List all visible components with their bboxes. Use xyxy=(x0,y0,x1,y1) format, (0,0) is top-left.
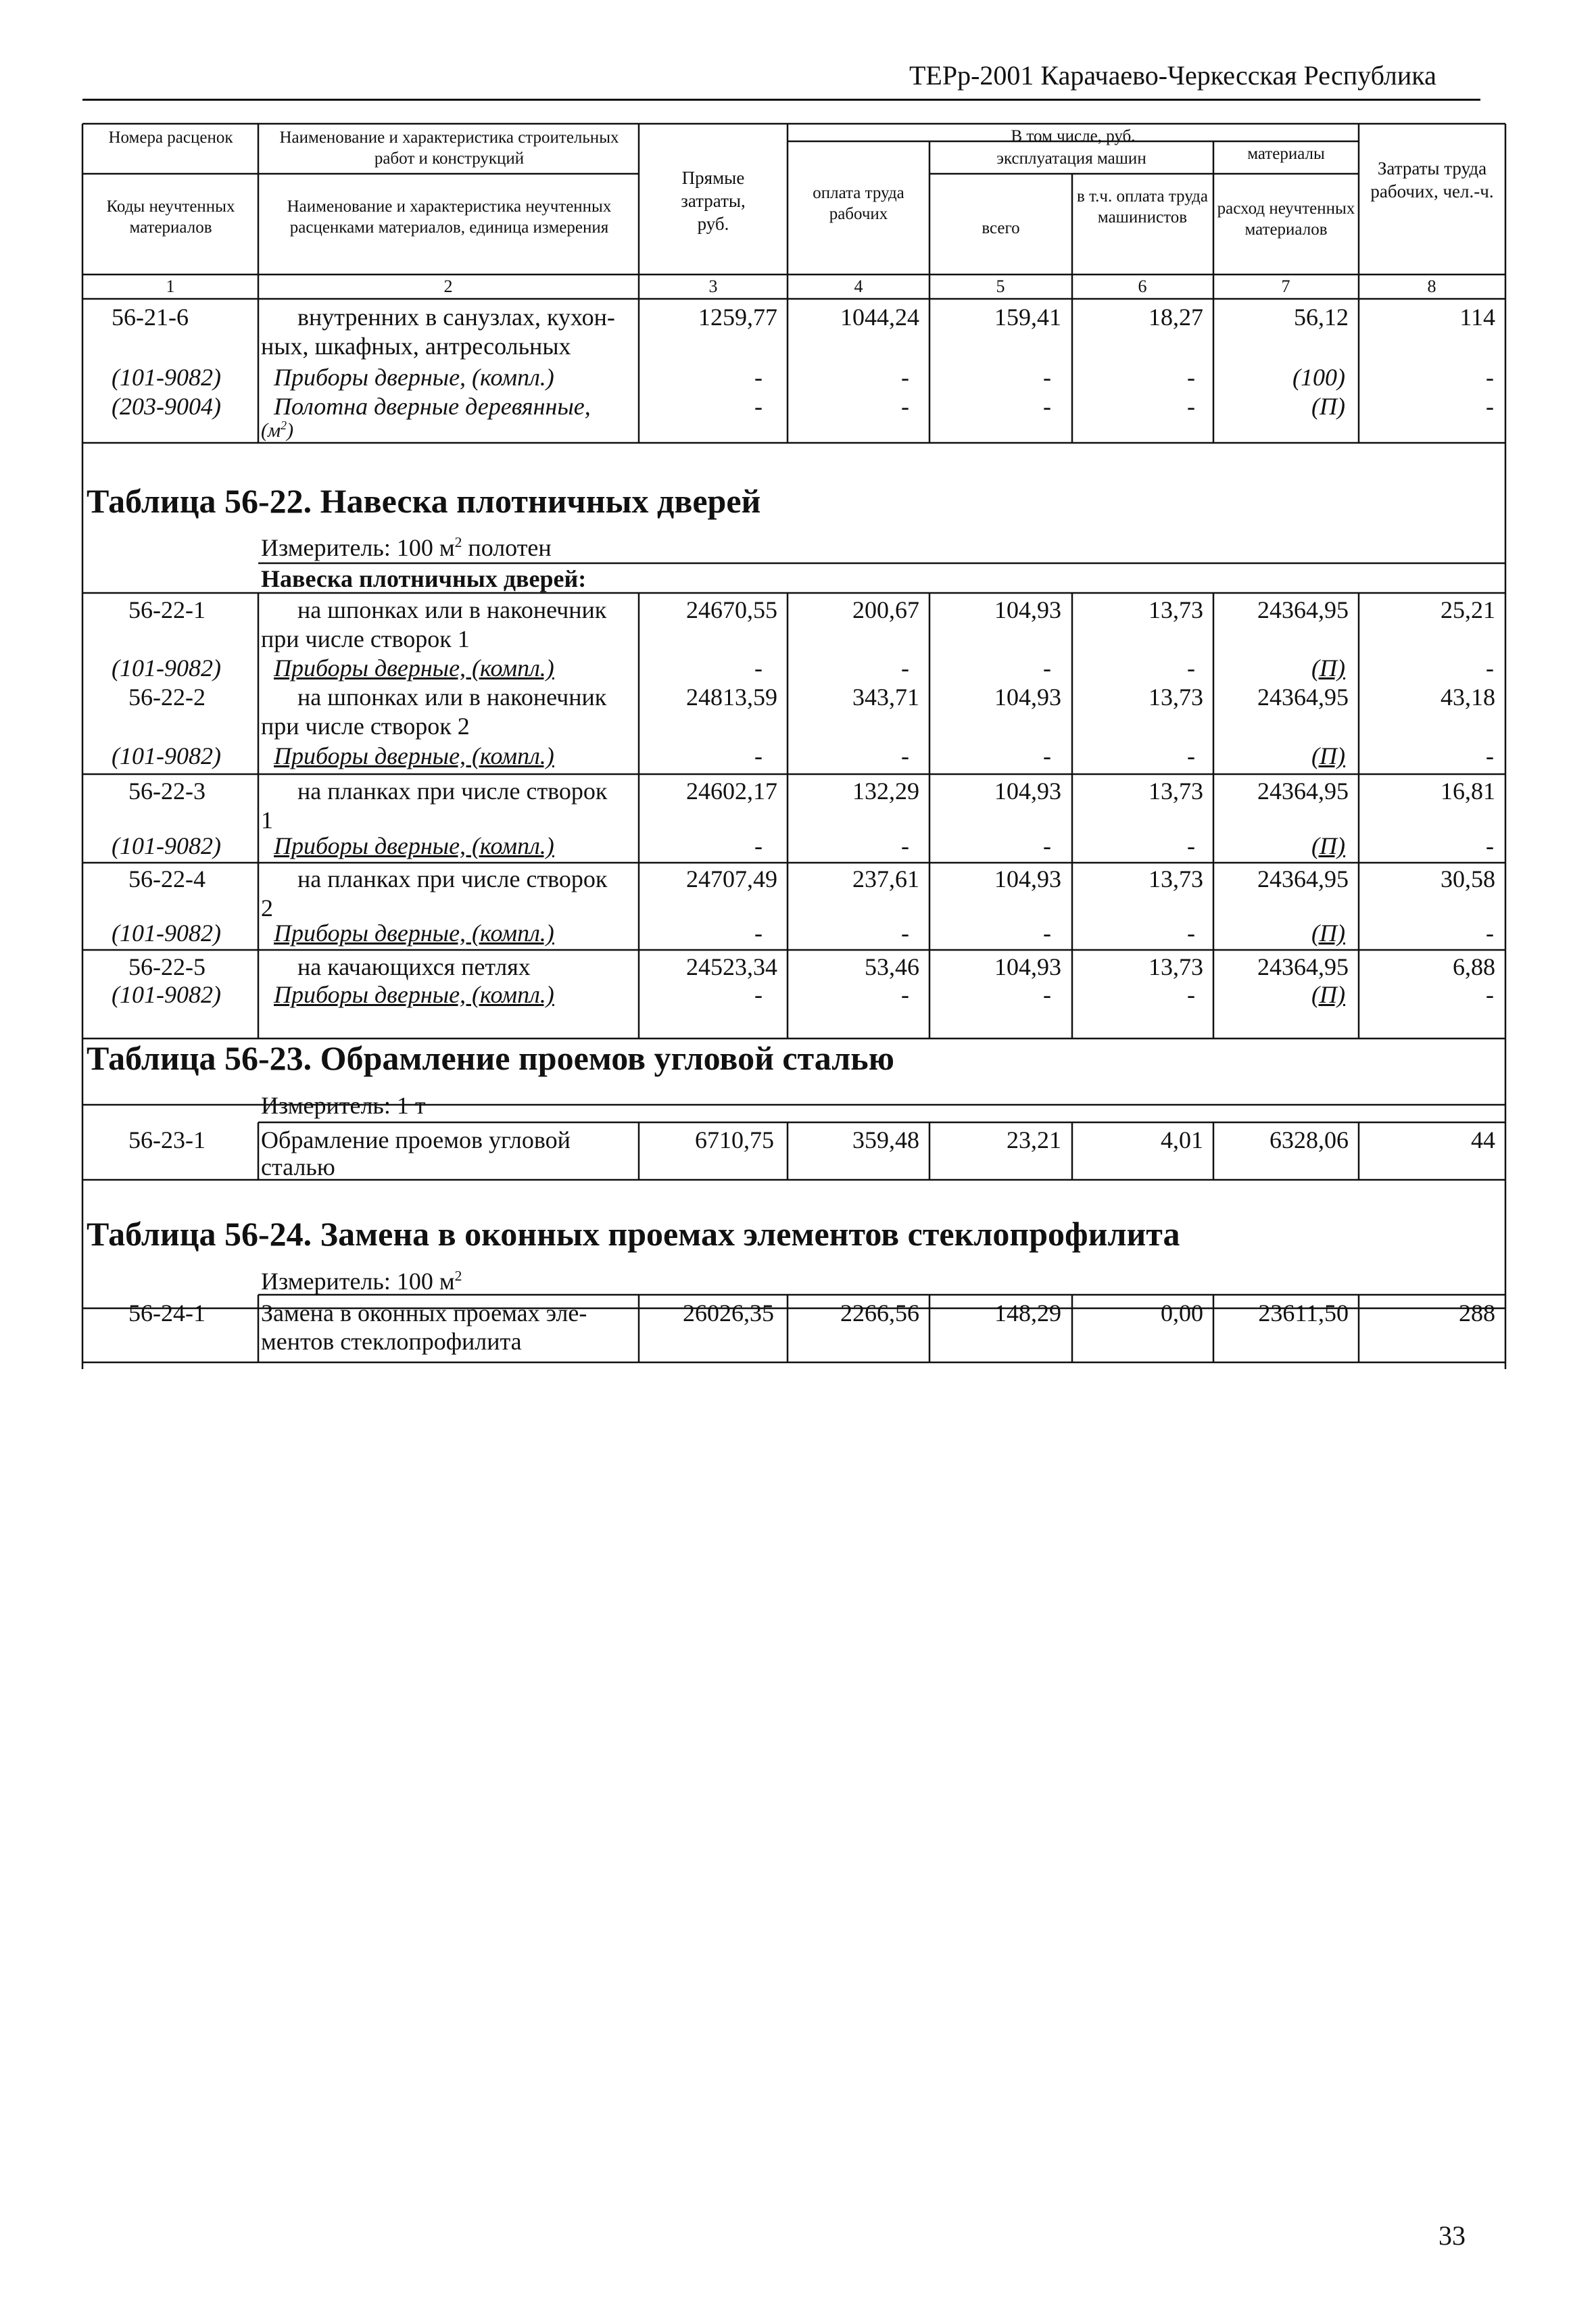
labor-hours: 30,58 xyxy=(1441,865,1495,892)
measure-unit: Измеритель: 100 $м^2$ полотен xyxy=(261,534,552,561)
direct-costs: - xyxy=(754,742,763,769)
col-num-6: 6 xyxy=(1138,277,1147,296)
materials-use: 24364,95 xyxy=(1257,953,1349,980)
table-title: Таблица 56-23. Обрамление проемов угловой сталью xyxy=(87,1039,894,1077)
col-num-8: 8 xyxy=(1427,277,1436,296)
work-name-cont: сталью xyxy=(261,1153,335,1180)
work-name: на шпонках или в наконечник xyxy=(297,684,607,711)
materials-use: (100) xyxy=(1292,364,1345,391)
head-col1-top: Номера расценок xyxy=(108,128,233,147)
machines-total: - xyxy=(1043,654,1051,682)
document-header: ТЕРр-2001 Карачаево-Черкесская Республика xyxy=(909,60,1436,91)
materials-use: 24364,95 xyxy=(1257,684,1349,711)
material-code: (101-9082) xyxy=(112,920,221,947)
labor-pay: 2266,56 xyxy=(840,1299,919,1327)
rate-code: 56-24-1 xyxy=(128,1299,205,1327)
direct-costs: - xyxy=(754,920,763,947)
labor-hours: - xyxy=(1486,393,1494,420)
head-col4: оплата труда рабочих xyxy=(813,184,904,224)
labor-hours: 114 xyxy=(1459,304,1495,331)
head-col1-bottom: Коды неучтенных материалов xyxy=(106,197,235,237)
work-name: на планках при числе створок xyxy=(297,778,608,805)
machines-total: - xyxy=(1043,393,1051,420)
material-code: (101-9082) xyxy=(112,832,221,859)
machinists-pay: - xyxy=(1187,654,1195,682)
materials-use: (П) xyxy=(1311,654,1345,682)
work-name-cont: ментов стеклопрофилита xyxy=(261,1328,522,1355)
machines-total: - xyxy=(1043,832,1051,859)
machines-total: 104,93 xyxy=(994,953,1061,980)
material-code: (101-9082) xyxy=(112,654,221,682)
machinists-pay: 18,27 xyxy=(1148,304,1203,331)
rate-code: 56-22-1 xyxy=(128,596,205,623)
machinists-pay: 13,73 xyxy=(1148,684,1203,711)
material-name: Приборы дверные, (компл.) xyxy=(274,832,554,859)
labor-pay: - xyxy=(901,832,909,859)
machines-total: 104,93 xyxy=(994,684,1061,711)
direct-costs: 24670,55 xyxy=(686,596,777,623)
head-machines: эксплуатация машин xyxy=(996,149,1146,168)
direct-costs: - xyxy=(754,981,763,1008)
head-col3: Прямые затраты, руб. xyxy=(681,168,746,234)
material-name: Приборы дверные, (компл.) xyxy=(274,920,554,947)
labor-hours: - xyxy=(1486,832,1494,859)
work-name: Замена в оконных проемах эле- xyxy=(261,1299,587,1327)
labor-pay: - xyxy=(901,393,909,420)
material-code: (101-9082) xyxy=(112,364,221,391)
labor-hours: - xyxy=(1486,742,1494,769)
machinists-pay: - xyxy=(1187,920,1195,947)
labor-hours: - xyxy=(1486,981,1494,1008)
machinists-pay: 13,73 xyxy=(1148,596,1203,623)
machines-total: - xyxy=(1043,981,1051,1008)
labor-pay: 200,67 xyxy=(852,596,919,623)
materials-use: (П) xyxy=(1311,742,1345,769)
labor-pay: 1044,24 xyxy=(840,304,919,331)
direct-costs: 26026,35 xyxy=(683,1299,774,1327)
machines-total: 148,29 xyxy=(994,1299,1061,1327)
machinists-pay: - xyxy=(1187,981,1195,1008)
labor-pay: - xyxy=(901,920,909,947)
materials-use: 24364,95 xyxy=(1257,778,1349,805)
materials-use: 24364,95 xyxy=(1257,596,1349,623)
col-num-2: 2 xyxy=(443,277,453,296)
col-num-7: 7 xyxy=(1281,277,1290,296)
machinists-pay: 13,73 xyxy=(1148,953,1203,980)
head-group: В том числе, руб. xyxy=(1011,127,1136,145)
work-name-cont: 2 xyxy=(261,894,273,922)
direct-costs: 24707,49 xyxy=(686,865,777,892)
direct-costs: - xyxy=(754,364,763,391)
table-title: Таблица 56-24. Замена в оконных проемах элементов стеклопрофилита xyxy=(87,1215,1180,1253)
work-name-cont: при числе створок 2 xyxy=(261,713,470,740)
work-name-cont: 1 xyxy=(261,807,273,834)
direct-costs: - xyxy=(754,654,763,682)
work-name-cont: ных, шкафных, антресольных xyxy=(261,333,571,360)
material-unit: $(м^2)$ xyxy=(261,419,294,441)
labor-hours: 288 xyxy=(1459,1299,1495,1327)
head-col6: в т.ч. оплата труда машинистов xyxy=(1077,187,1208,227)
work-name: внутренних в санузлах, кухон- xyxy=(297,304,615,331)
col-num-3: 3 xyxy=(708,277,718,296)
labor-pay: 359,48 xyxy=(852,1126,919,1153)
labor-hours: 6,88 xyxy=(1453,953,1495,980)
materials-use: 23611,50 xyxy=(1258,1299,1349,1327)
machines-total: - xyxy=(1043,742,1051,769)
material-name: Приборы дверные, (компл.) xyxy=(274,654,554,682)
machinists-pay: 13,73 xyxy=(1148,865,1203,892)
work-name: на качающихся петлях xyxy=(297,953,531,980)
col-num-1: 1 xyxy=(166,277,175,296)
table-title: Таблица 56-22. Навеска плотничных дверей xyxy=(87,482,761,520)
direct-costs: 1259,77 xyxy=(698,304,777,331)
material-name: Приборы дверные, (компл.) xyxy=(274,981,554,1008)
rate-code: 56-21-6 xyxy=(112,304,189,331)
labor-pay: - xyxy=(901,981,909,1008)
rate-code: 56-22-4 xyxy=(128,865,205,892)
labor-pay: 343,71 xyxy=(852,684,919,711)
machines-total: 159,41 xyxy=(994,304,1061,331)
head-materials: материалы xyxy=(1247,145,1325,163)
machinists-pay: - xyxy=(1187,364,1195,391)
materials-use: 6328,06 xyxy=(1269,1126,1349,1153)
machinists-pay: - xyxy=(1187,393,1195,420)
labor-pay: 53,46 xyxy=(865,953,919,980)
work-name: на шпонках или в наконечник xyxy=(297,596,607,623)
direct-costs: 24813,59 xyxy=(686,684,777,711)
material-name: Приборы дверные, (компл.) xyxy=(274,742,554,769)
rate-code: 56-22-2 xyxy=(128,684,205,711)
rate-code: 56-23-1 xyxy=(128,1126,205,1153)
material-name: Приборы дверные, (компл.) xyxy=(274,364,554,391)
labor-pay: 237,61 xyxy=(852,865,919,892)
direct-costs: 24523,34 xyxy=(686,953,777,980)
materials-use: (П) xyxy=(1311,393,1345,420)
machines-total: - xyxy=(1043,920,1051,947)
machinists-pay: - xyxy=(1187,742,1195,769)
labor-pay: - xyxy=(901,742,909,769)
direct-costs: - xyxy=(754,832,763,859)
machines-total: 104,93 xyxy=(994,596,1061,623)
machines-total: 23,21 xyxy=(1007,1126,1061,1153)
machines-total: - xyxy=(1043,364,1051,391)
measure-unit: Измеритель: 100 $м^2$ xyxy=(261,1268,462,1295)
material-code: (101-9082) xyxy=(112,981,221,1008)
materials-use: (П) xyxy=(1311,832,1345,859)
machinists-pay: 13,73 xyxy=(1148,778,1203,805)
labor-pay: 132,29 xyxy=(852,778,919,805)
labor-pay: - xyxy=(901,364,909,391)
measure-unit: Измеритель: 1 т xyxy=(261,1092,426,1119)
direct-costs: 6710,75 xyxy=(695,1126,774,1153)
labor-hours: 44 xyxy=(1471,1126,1495,1153)
work-name: Обрамление проемов угловой xyxy=(261,1126,571,1153)
section-subheading: Навеска плотничных дверей: xyxy=(261,565,587,592)
direct-costs: - xyxy=(754,393,763,420)
head-col8: Затраты труда рабочих, чел.-ч. xyxy=(1370,158,1494,201)
material-code: (203-9004) xyxy=(112,393,221,420)
work-name-cont: при числе створок 1 xyxy=(261,625,470,652)
work-name: на планках при числе створок xyxy=(297,865,608,892)
machinists-pay: 4,01 xyxy=(1161,1126,1203,1153)
col-num-5: 5 xyxy=(996,277,1005,296)
labor-hours: - xyxy=(1486,654,1494,682)
head-col5: всего xyxy=(982,219,1020,237)
page-number: 33 xyxy=(1438,2220,1466,2251)
material-code: (101-9082) xyxy=(112,742,221,769)
head-col2-bottom: Наименование и характеристика неучтенных расценками материалов, единица измерения xyxy=(287,197,612,237)
labor-pay: - xyxy=(901,654,909,682)
rate-code: 56-22-3 xyxy=(128,778,205,805)
labor-hours: 25,21 xyxy=(1441,596,1495,623)
rate-code: 56-22-5 xyxy=(128,953,205,980)
machinists-pay: - xyxy=(1187,832,1195,859)
labor-hours: 43,18 xyxy=(1441,684,1495,711)
materials-use: 24364,95 xyxy=(1257,865,1349,892)
machines-total: 104,93 xyxy=(994,865,1061,892)
head-col2-top: Наименование и характеристика строительных работ и конструкций xyxy=(279,128,619,168)
material-name: Полотна дверные деревянные, xyxy=(274,393,591,420)
labor-hours: - xyxy=(1486,920,1494,947)
materials-use: 56,12 xyxy=(1294,304,1349,331)
materials-use: (П) xyxy=(1311,981,1345,1008)
materials-use: (П) xyxy=(1311,920,1345,947)
col-num-4: 4 xyxy=(854,277,863,296)
machines-total: 104,93 xyxy=(994,778,1061,805)
head-col7: расход неучтенных материалов xyxy=(1217,199,1355,239)
labor-hours: - xyxy=(1486,364,1494,391)
labor-hours: 16,81 xyxy=(1441,778,1495,805)
direct-costs: 24602,17 xyxy=(686,778,777,805)
machinists-pay: 0,00 xyxy=(1161,1299,1203,1327)
